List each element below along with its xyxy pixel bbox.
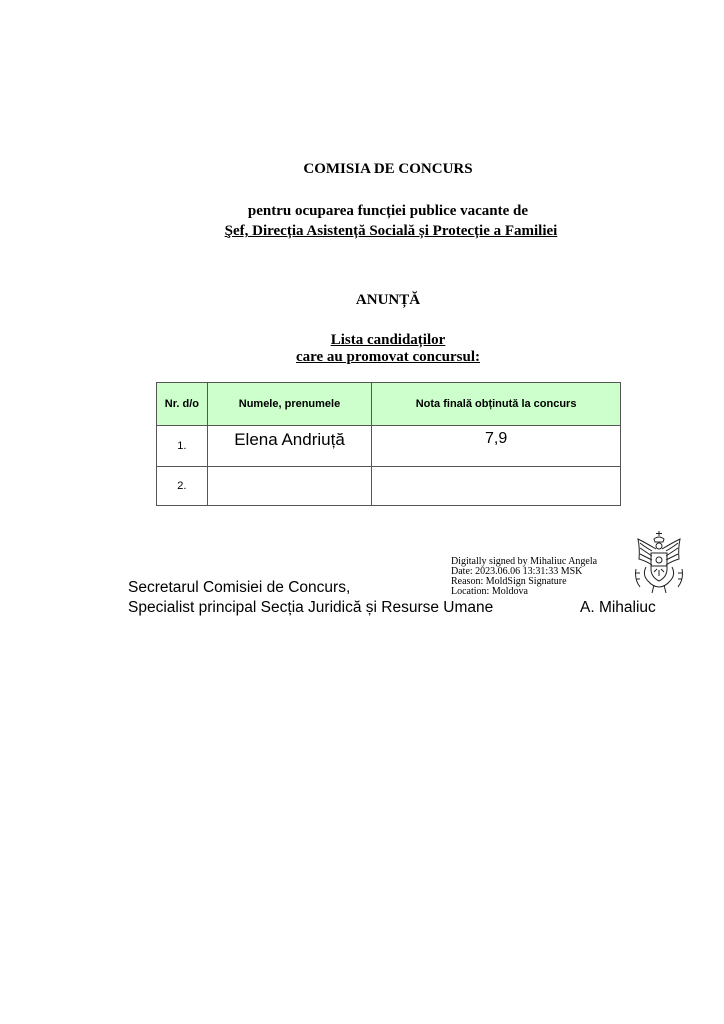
header-name: Numele, prenumele: [207, 383, 371, 426]
row-name: [207, 467, 371, 506]
secretary-role: Specialist principal Secția Juridică și Resurse Umane: [128, 599, 494, 616]
digital-signature-block: [451, 557, 597, 597]
header-nr: Nr. d/o: [157, 383, 208, 426]
table-row: [157, 426, 621, 467]
announce-heading: ANUNȚĂ: [355, 292, 421, 308]
candidates-table: [156, 382, 621, 506]
coat-of-arms-icon: [632, 529, 686, 597]
row-note: [372, 467, 621, 506]
signature-location: Location: Moldova: [451, 586, 528, 597]
document-title: COMISIA DE CONCURS: [303, 161, 473, 177]
row-note: 7,9: [372, 426, 621, 467]
signature-line: Digitally signed by Mihaliuc Angela: [451, 556, 598, 567]
header-note: Nota finală obținută la concurs: [372, 383, 621, 426]
table-header-row: [157, 383, 621, 426]
row-nr: 2.: [157, 467, 208, 506]
signer-name: A. Mihaliuc: [580, 599, 656, 616]
signature-reason: Reason: MoldSign Signature: [451, 576, 567, 587]
list-title-line-1: Lista candidaților: [330, 332, 446, 348]
table-row: [157, 467, 621, 506]
row-nr: 1.: [157, 426, 208, 467]
position-title: Şef, Direcția Asistență Socială și Protecție a Familiei: [224, 223, 558, 239]
document-purpose: pentru ocuparea funcției publice vacante de: [247, 203, 529, 219]
secretary-title: Secretarul Comisiei de Concurs,: [128, 579, 351, 596]
row-name: Elena Andriuță: [207, 426, 371, 467]
signature-date: Date: 2023.06.06 13:31:33 MSK: [451, 566, 583, 577]
list-title-line-2: care au promovat concursul:: [295, 349, 480, 365]
